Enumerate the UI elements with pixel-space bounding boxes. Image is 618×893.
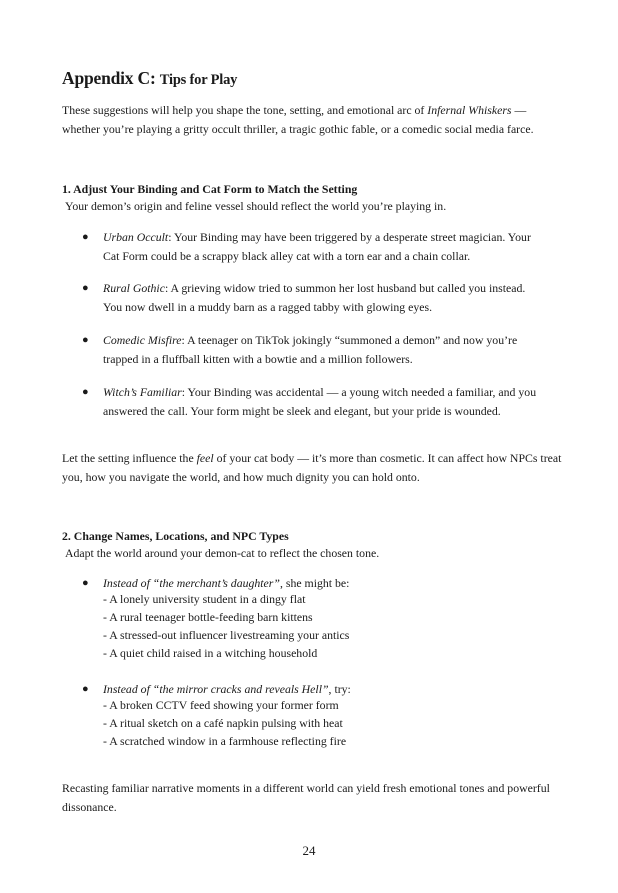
bullet-label: Urban Occult <box>103 230 169 244</box>
bullet-text: : Your Binding may have been triggered by a desperate street magician. Your Cat Form could be a scrappy black alley cat with a torn ear and a chain collar. <box>103 230 531 264</box>
bullet-icon: ● <box>82 334 89 346</box>
sub-list-item: - A broken CCTV feed showing your former form <box>103 698 339 712</box>
bullet-icon: ● <box>82 386 89 398</box>
section1-closing <box>62 449 562 487</box>
title-sub: Tips for Play <box>159 72 238 88</box>
section1-intro: Your demon’s origin and feline vessel should reflect the world you’re playing in. <box>65 199 447 213</box>
page-title <box>62 68 237 89</box>
closing-italic: feel <box>196 451 214 465</box>
sub-list-item: - A stressed-out influencer livestreaming your antics <box>103 628 350 642</box>
sub-list-item: - A scratched window in a farmhouse reflecting fire <box>103 734 347 748</box>
bullet-text: : A teenager on TikTok jokingly “summoned a demon” and now you’re trapped in a fluffball kitten with a bowtie and a million followers. <box>103 333 518 367</box>
bullet-label: Instead of “the merchant’s daughter” <box>103 576 280 590</box>
section2-closing: Recasting familiar narrative moments in a different world can yield fresh emotional tones and powerful dissonance. <box>62 781 550 815</box>
page-number: 24 <box>302 843 316 858</box>
section1-heading: 1. Adjust Your Binding and Cat Form to Match the Setting <box>62 182 358 196</box>
bullet-icon: ● <box>82 683 89 695</box>
bullet-text: : A grieving widow tried to summon her lost husband but called you instead. You now dwell in a muddy barn as a ragged tabby with glowing eyes. <box>103 281 526 315</box>
closing-text-start: Let the setting influence the <box>62 451 197 465</box>
section2-heading: 2. Change Names, Locations, and NPC Types <box>62 529 289 543</box>
bullet-icon: ● <box>82 231 89 243</box>
sub-list-item: - A rural teenager bottle-feeding barn kittens <box>103 610 313 624</box>
bullet-icon: ● <box>82 577 89 589</box>
bullet-label: Witch’s Familiar <box>103 385 182 399</box>
sub-list-item: - A ritual sketch on a café napkin pulsing with heat <box>103 716 343 730</box>
intro-text-end: — whether you’re playing a gritty occult thriller, a tragic gothic fable, or a comedic social media farce. <box>62 103 534 137</box>
closing-text-end: of your cat body — it’s more than cosmetic. It can affect how NPCs treat you, how you navigate the world, and how much dignity you can hold onto. <box>62 451 562 485</box>
intro-text-start: These suggestions will help you shape the tone, setting, and emotional arc of <box>62 103 428 117</box>
game-title-italic: Infernal Whiskers <box>427 103 512 117</box>
bullet-text: , try: <box>328 682 351 696</box>
sub-list-item: - A lonely university student in a dingy flat <box>103 592 306 606</box>
bullet-text: , she might be: <box>279 576 350 590</box>
section2-intro: Adapt the world around your demon-cat to reflect the chosen tone. <box>65 546 380 560</box>
sub-list-item: - A quiet child raised in a witching household <box>103 646 318 660</box>
intro-paragraph <box>62 101 562 139</box>
bullet-label: Comedic Misfire <box>103 333 182 347</box>
bullet-label: Rural Gothic <box>103 281 165 295</box>
bullet-text: : Your Binding was accidental — a young witch needed a familiar, and you answered the call. Your form might be sleek and elegant, but your pride is wounded. <box>103 385 537 419</box>
bullet-label: Instead of “the mirror cracks and reveals Hell” <box>103 682 329 696</box>
title-main: Appendix C: <box>62 68 156 88</box>
bullet-icon: ● <box>82 282 89 294</box>
